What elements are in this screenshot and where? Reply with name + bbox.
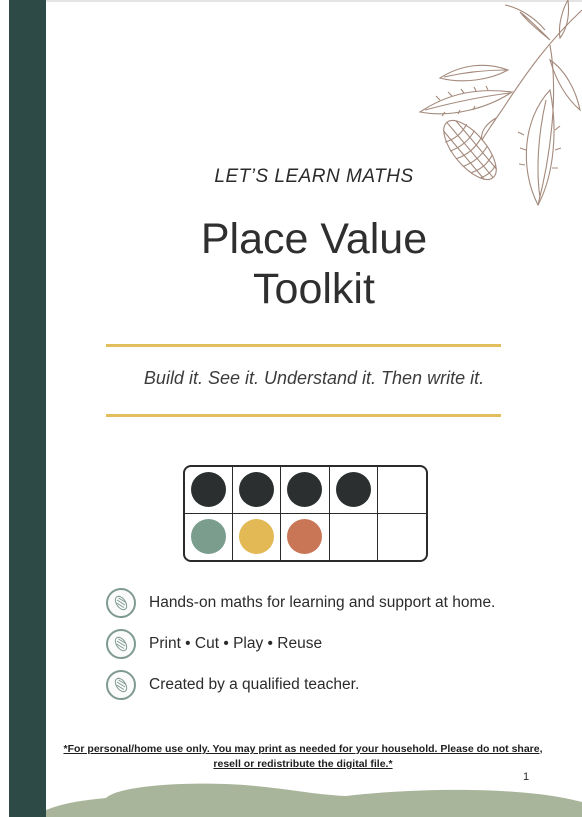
counter-dot	[239, 472, 274, 507]
series-kicker: LET’S LEARN MATHS	[214, 166, 414, 187]
counter-dot	[191, 472, 226, 507]
ten-frame-cell	[330, 514, 378, 561]
ten-frame-cell	[330, 467, 378, 514]
page-title	[46, 214, 582, 314]
ten-frame-cell	[185, 514, 233, 561]
page-number: 1	[523, 771, 530, 783]
title-line-2: Toolkit	[253, 265, 375, 313]
gold-rule-bottom	[106, 414, 501, 417]
ten-frame-cell	[185, 467, 233, 514]
list-item	[106, 667, 495, 703]
counter-dot	[191, 519, 226, 554]
title-line-1: Place Value	[200, 215, 428, 263]
ten-frame-cell	[281, 514, 329, 561]
banksia-icon	[106, 670, 136, 700]
tagline: Build it. See it. Understand it. Then write it.	[143, 368, 485, 388]
feature-text: Print • Cut • Play • Reuse	[149, 635, 323, 652]
ten-frame-cell	[233, 467, 281, 514]
ten-frame-cell	[281, 467, 329, 514]
ten-frame-cell	[378, 467, 426, 514]
counter-dot	[239, 519, 274, 554]
usage-disclaimer: *For personal/home use only. You may print as needed for your household. Please do not share, resell or redistribute the digital file.*	[63, 743, 543, 770]
feature-text: Created by a qualified teacher.	[149, 676, 360, 693]
footer-hills	[46, 780, 582, 817]
page-spine-band	[9, 0, 46, 817]
banksia-icon	[106, 588, 136, 618]
list-item	[106, 585, 495, 621]
list-item	[106, 626, 495, 662]
feature-list	[106, 585, 495, 708]
feature-text: Hands-on maths for learning and support at home.	[149, 594, 496, 611]
counter-dot	[287, 519, 322, 554]
ten-frame-cell	[233, 514, 281, 561]
ten-frame	[183, 465, 428, 562]
ten-frame-cell	[378, 514, 426, 561]
counter-dot	[336, 472, 371, 507]
banksia-icon	[106, 629, 136, 659]
gold-rule-top	[106, 344, 501, 347]
counter-dot	[287, 472, 322, 507]
